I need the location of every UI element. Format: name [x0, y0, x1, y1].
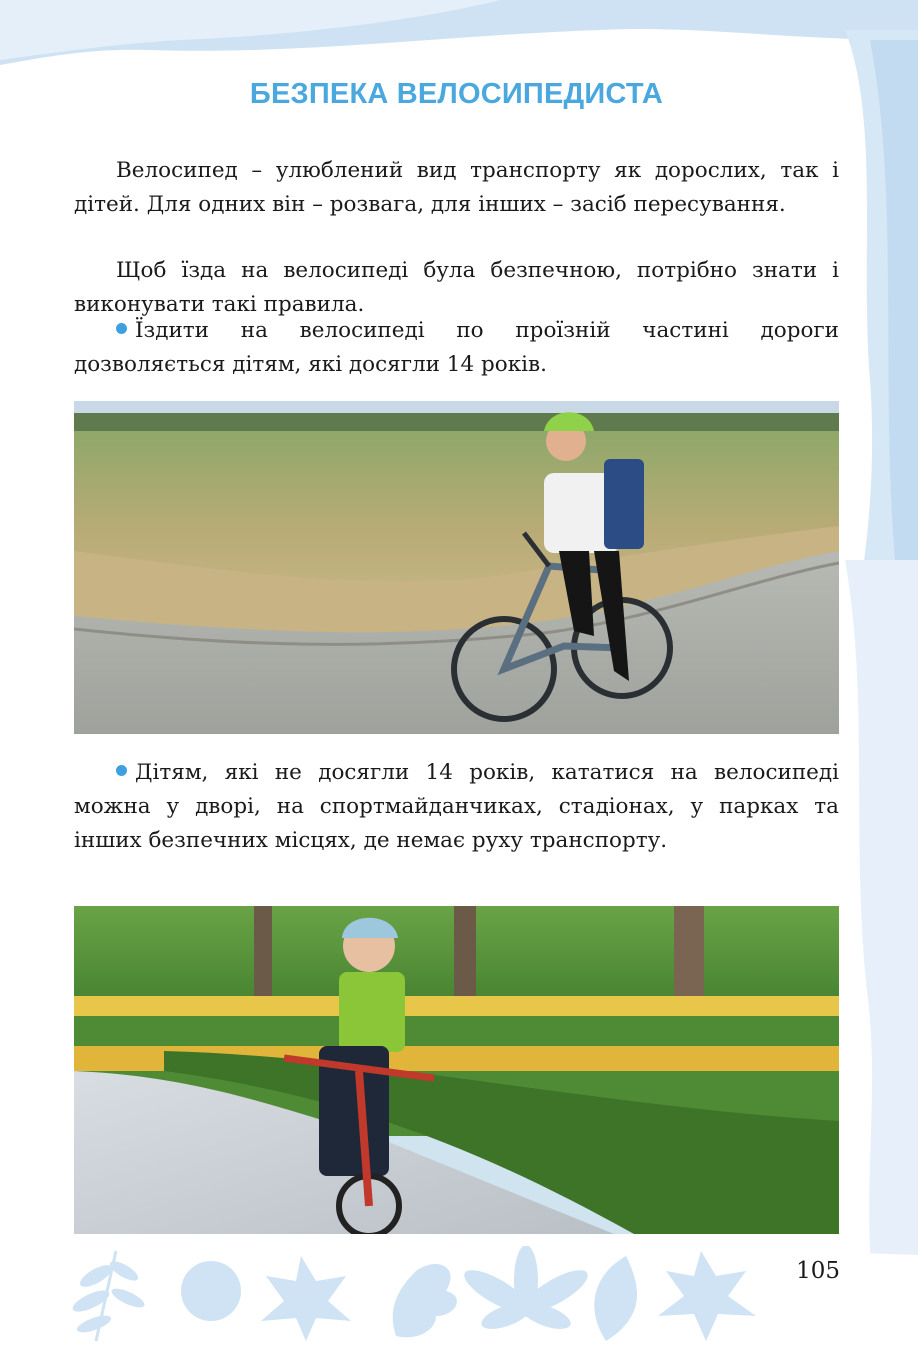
leaf-fern-icon	[70, 1251, 147, 1341]
photo-boy-riding-bicycle-on-road	[74, 401, 839, 734]
bullet-icon	[116, 765, 127, 776]
leaf-maple2-icon	[658, 1251, 756, 1341]
decorative-leaves	[66, 1246, 786, 1346]
rules-intro-paragraph: Щоб їзда на велосипеді була безпечною, потрібно знати і виконувати такі правила.	[74, 258, 839, 317]
leaf-chestnut-icon	[459, 1246, 593, 1334]
photo-child-riding-bicycle-in-park	[74, 906, 839, 1234]
leaf-maple-icon	[261, 1256, 351, 1341]
rule-item-2-text: Дітям, які не досягли 14 років, кататися на велосипеді можна у дворі, на спортмайданчиках, стадіонах, у парках та інших безпечних місцях, де немає руху транспорту.	[74, 760, 839, 853]
rule-item-1-text: Їздити на велосипеді по проїзній частині дороги дозволяється дітям, які досягли 14 років.	[74, 318, 839, 377]
rule-item-1	[74, 314, 839, 382]
rule-item-2	[74, 756, 839, 858]
bullet-icon	[116, 323, 127, 334]
page-title: БЕЗПЕКА ВЕЛОСИПЕДИСТА	[249, 78, 664, 110]
leaf-birch-icon	[594, 1256, 637, 1341]
intro-paragraph: Велосипед – улюблений вид транспорту як дорослих, так і дітей. Для одних він – розвага, для інших – засіб пересування.	[74, 158, 839, 217]
page-number: 105	[796, 1258, 840, 1284]
leaf-oak-icon	[393, 1264, 457, 1337]
leaf-round-icon	[181, 1261, 241, 1321]
